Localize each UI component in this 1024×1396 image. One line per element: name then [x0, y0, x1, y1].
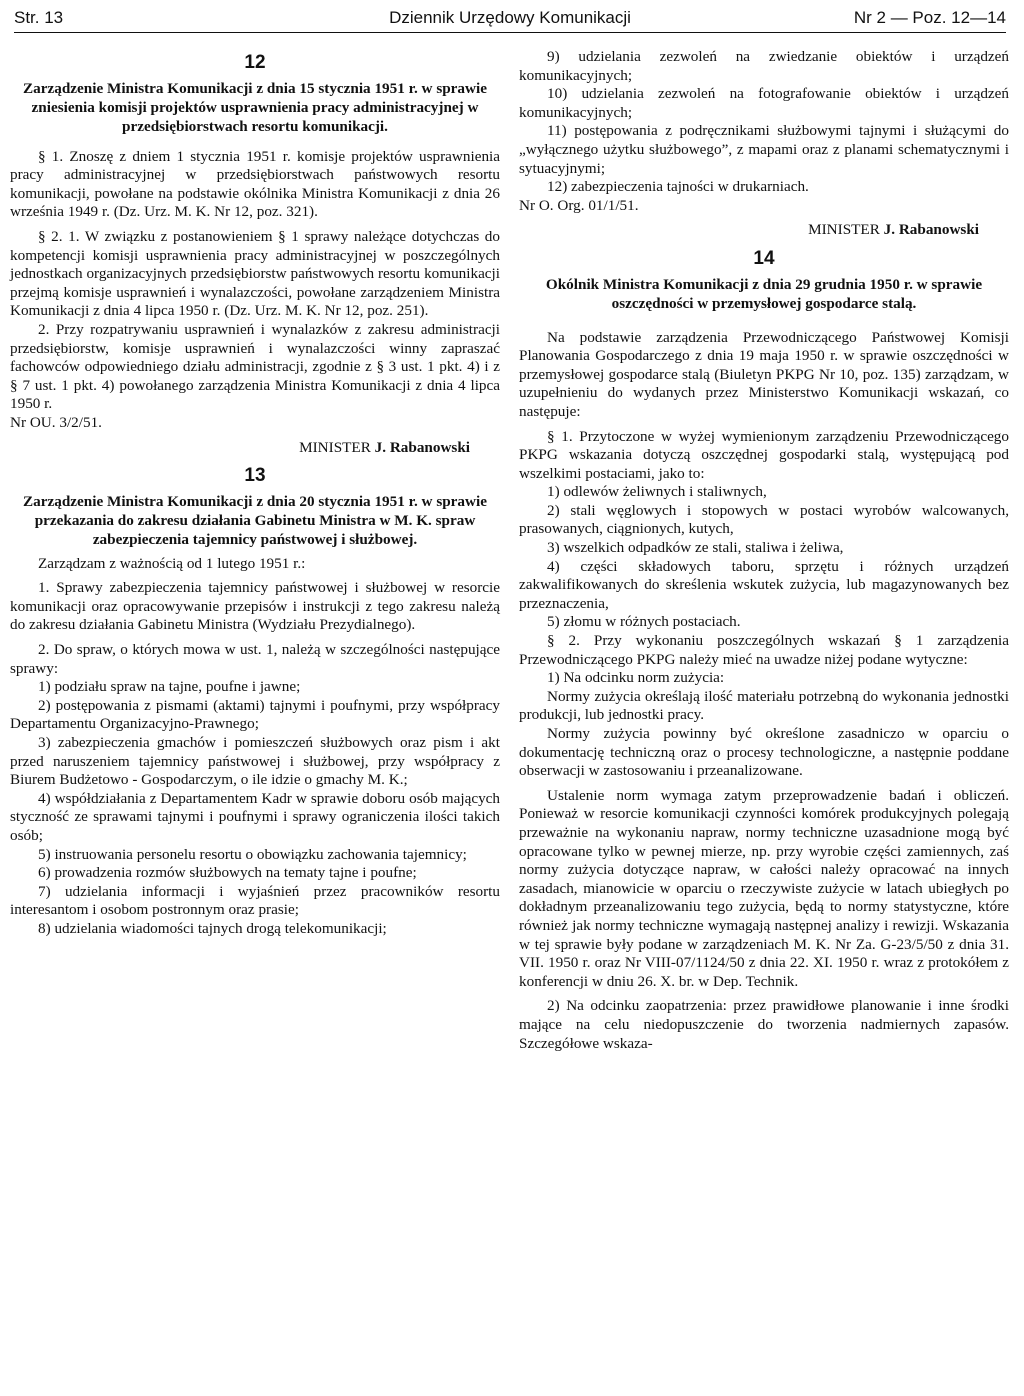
list-item: 12) zabezpieczenia tajności w drukarniach.: [547, 178, 809, 196]
list-item: 10) udzielania zezwoleń na fotografowanie obiektów i urządzeń komunikacyjnych;: [519, 85, 1009, 121]
signature-role: MINISTER: [299, 438, 371, 456]
list-item: 5) złomu w różnych postaciach.: [547, 613, 741, 631]
paragraph: Normy zużycia powinny być określone zasadniczo w oparciu o dokumentację techniczną oraz o procesy technologiczne, a następnie poddane obserwacji w zastosowaniu i przeanalizowane.: [519, 725, 1009, 780]
list-item: 9) udzielania zezwoleń na zwiedzanie obiektów i urządzeń komunikacyjnych;: [519, 48, 1009, 84]
paragraph: Ustalenie norm wymaga zatym przeprowadzenie badań i obliczeń. Ponieważ w resorcie komunikacji czynności komórek produkcyjnych polegają przeważnie na wykonaniu napraw, normy techniczne uzasadnione mogą być opracowane tylko w pewnej mierze, np. przy wyrobie części zamiennych, zaś normy zużycia dotyczące napraw, w całości należy opracować na innych zasadach, mianowicie w oparciu o rzeczywiste zużycie w latach ubiegłych po dokładnym przeanalizowaniu tego zużycia, będą to normy statystyczne, które również jak normy techniczne wymagają następnej analizy i rewizji. Wskazania w tej sprawie były podane w zarządzeniach M. K. Nr Za. G-23/5/50 z dnia 31. VII. 1950 r. oraz Nr VIII-07/1124/50 z dnia 22. XI. 1950 r. wraz z protokółem z konferencji w dniu 26. X. br. w Dep. Technik.: [519, 786, 1009, 990]
list-item: 4) części składowych taboru, sprzętu i różnych urządzeń zakwalifikowanych do skreślenia wskutek zużycia, lub magazynowanych bez przeznaczenia,: [519, 557, 1009, 612]
list-item: 7) udzielania informacji i wyjaśnień przez pracowników resortu interesantom i osobom postronnym oraz prasie;: [10, 882, 500, 919]
list-item: 3) wszelkich odpadków ze stali, staliwa i żeliwa,: [547, 539, 844, 557]
ordinance-12-section-2: § 2. 1. W związku z postanowieniem § 1 sprawy należące dotychczas do kompetencji komisji usprawnienia pracy administracyjnej w poszczególnych jednostkach organizacyjnych przedsiębiorstw państwowych resortu komunikacji przejmą komisje usprawnień i wynalazczości, powołane zarządzeniem Ministra Komunikacji z dnia 4 lipca 1950 r. (Dz. Urz. M. K. Nr 12, poz. 251).: [10, 227, 500, 320]
item-number-13: 13: [244, 465, 266, 487]
ordinance-13-intro: Zarządzam z ważnością od 1 lutego 1951 r.:: [38, 554, 306, 572]
list-item: 1) podziału spraw na tajne, poufne i jawne;: [38, 678, 301, 696]
list-item: 1) Na odcinku norm zużycia:: [547, 669, 725, 687]
list-item: 5) instruowania personelu resortu o obowiązku zachowania tajemnicy;: [38, 845, 467, 863]
item-number-14: 14: [753, 247, 775, 269]
circular-14-intro: Na podstawie zarządzenia Przewodniczącego Państwowej Komisji Planowania Gospodarczego z dnia 19 maja 1950 r. w sprawie oszczędności w przemysłowej gospodarce stalą (Biuletyn PKPG Nr 10, poz. 135) zarządzam, w uzupełnieniu do wydanych przez Ministerstwo Komunikacji wskazań, co następuje:: [519, 328, 1009, 420]
ordinance-13-point-1: 1. Sprawy zabezpieczenia tajemnicy państwowej i służbowej w resorcie komunikacji oraz opracowywanie przepisów i instrukcji z tego zakresu należą do zakresu działania Gabinetu Ministra (Wydziału Prezydialnego).: [10, 579, 500, 634]
circular-14-section-1: § 1. Przytoczone w wyżej wymienionym zarządzeniu Przewodniczącego PKPG wskazania dotyczą oszczędnej gospodarki stalą, występującą pod wszelkimi postaciami, jako to:: [519, 427, 1009, 482]
journal-title: Dziennik Urzędowy Komunikacji: [389, 8, 631, 27]
list-item: 4) współdziałania z Departamentem Kadr w sprawie doboru osób mających styczność ze sprawami tajnymi i poufnymi i sprawy ograniczenia ilości takich osób;: [10, 789, 500, 844]
list-item: 1) odlewów żeliwnych i staliwnych,: [547, 483, 767, 501]
ordinance-13-signature: [519, 221, 1009, 240]
list-item: 2) stali węglowych i stopowych w postaci wyrobów walcowanych, prasowanych, ciągnionych, kutych,: [519, 501, 1009, 538]
circular-14-title: Okólnik Ministra Komunikacji z dnia 29 grudnia 1950 r. w sprawie oszczędności w przemysłowej gospodarce stalą.: [545, 275, 983, 312]
list-item: 8) udzielania wiadomości tajnych drogą telekomunikacji;: [38, 919, 387, 937]
list-item: 2) Na odcinku zaopatrzenia: przez prawidłowe planowanie i inne środki mające na celu niedopuszczenie do tworzenia nadmiernych zapasów. Szczegółowe wskaza-: [519, 997, 1009, 1052]
page-number: Str. 13: [14, 8, 64, 27]
ordinance-12-section-1: § 1. Znoszę z dniem 1 stycznia 1951 r. komisje projektów usprawnienia pracy administracyjnej w przedsiębiorstwach państwowych resortu komunikacji, powołane na podstawie okólnika Ministra Komunikacji z dnia 26 września 1949 r. (Dz. Urz. M. K. Nr 12, poz. 321).: [10, 147, 500, 221]
list-item: 2) postępowania z pismami (aktami) tajnymi i poufnymi, przy współpracy Departamentu Organizacyjno-Prawnego;: [10, 696, 500, 733]
ordinance-12-signature: [10, 439, 500, 458]
ordinance-12-reference: Nr OU. 3/2/51.: [10, 413, 102, 431]
signature-name: J. Rabanowski: [883, 221, 979, 239]
right-column: [519, 48, 1009, 1053]
list-item: 3) zabezpieczenia gmachów i pomieszczeń służbowych oraz pism i akt przed naruszeniem tajemnicy państwowej i służbowej, przy współpracy z Biurem Budżetowo - Gospodarczym, o ile idzie o gmachy M. K.;: [10, 734, 500, 789]
issue-number: Nr 2 — Poz. 12—14: [853, 8, 1006, 27]
left-column: [10, 48, 500, 939]
signature-role: MINISTER: [808, 221, 880, 239]
ordinance-12-section-2-point-2: 2. Przy rozpatrywaniu usprawnień i wynalazków z zakresu administracji przedsiębiorstw, komisje usprawnień i wynalazczości winny zapraszać fachowców odpowiedniego działu administracji, zgodnie z § 3 ust. 1 pkt. 4) i z § 7 ust. 1 pkt. 4) powołanego zarządzenia Ministra Komunikacji z dnia 4 lipca 1950 r.: [10, 320, 500, 413]
list-item: 6) prowadzenia rozmów służbowych na tematy tajne i poufne;: [38, 864, 417, 882]
circular-14-section-2: § 2. Przy wykonaniu poszczególnych wskazań § 1 zarządzenia Przewodniczącego PKPG należy mieć na uwadze niżej podane wytyczne:: [519, 632, 1009, 668]
item-number-12: 12: [244, 52, 266, 73]
page-header: [14, 6, 1006, 33]
ordinance-12-title: Zarządzenie Ministra Komunikacji z dnia 15 stycznia 1951 r. w sprawie zniesienia komisji projektów usprawnienia pracy administracyjnej w przedsiębiorstwach resortu komunikacji.: [23, 79, 487, 135]
list-item: 11) postępowania z podręcznikami służbowymi tajnymi i służącymi do „wyłącznego użytku służbowego”, z mapami oraz z planami schematycznymi i sytuacyjnymi;: [519, 122, 1009, 177]
paragraph: Normy zużycia określają ilość materiału potrzebną do wykonania jednostki produkcji, lub jednostki pracy.: [519, 687, 1009, 724]
ordinance-13-title: Zarządzenie Ministra Komunikacji z dnia 20 stycznia 1951 r. w sprawie przekazania do zakresu działania Gabinetu Ministra w M. K. spraw zabezpieczenia tajemnicy państwowej i służbowej.: [23, 492, 487, 548]
ordinance-13-reference: Nr O. Org. 01/1/51.: [519, 196, 639, 214]
signature-name: J. Rabanowski: [374, 438, 470, 456]
ordinance-13-point-2: 2. Do spraw, o których mowa w ust. 1, należą w szczególności następujące sprawy:: [10, 641, 500, 677]
